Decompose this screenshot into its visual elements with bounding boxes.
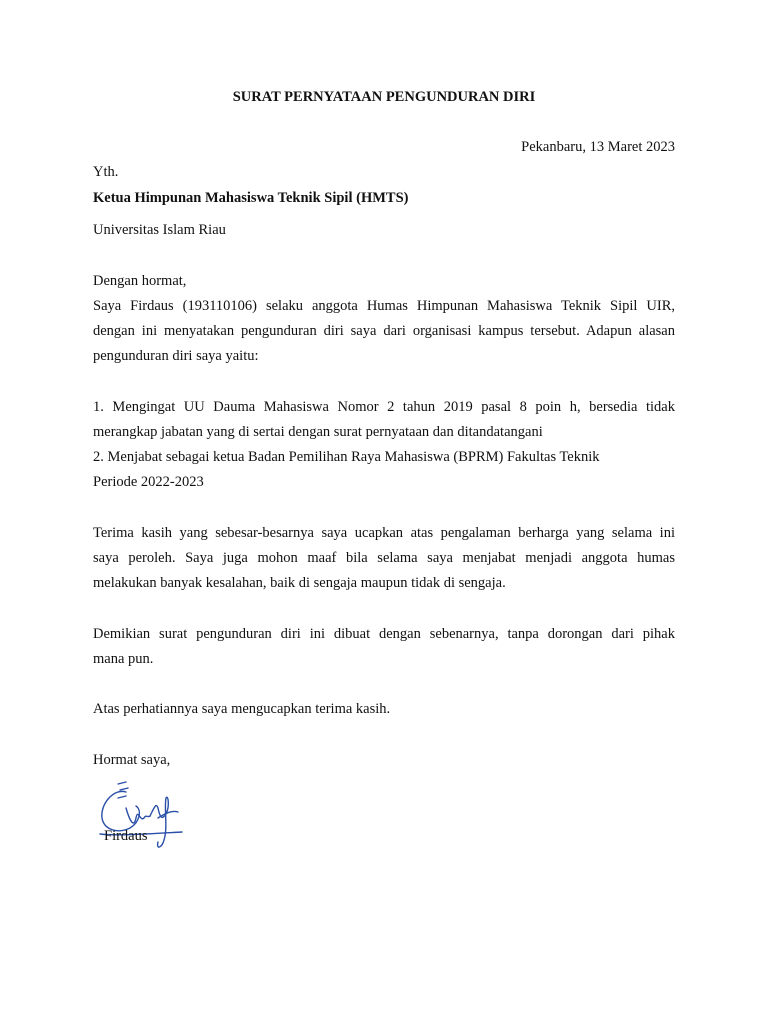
intro-line-1: Saya Firdaus (193110106) selaku anggota Humas Himpunan Mahasiswa Teknik Sipil UIR, bbox=[93, 298, 675, 314]
salutation: Dengan hormat, bbox=[93, 273, 187, 289]
thanks-line-1: Terima kasih yang sebesar-besarnya saya ucapkan atas pengalaman berharga yang selama ini bbox=[93, 525, 675, 541]
signoff-text: Hormat saya, bbox=[93, 752, 171, 768]
thanks-line-3: melakukan banyak kesalahan, baik di sengaja maupun tidak di sengaja. bbox=[93, 575, 506, 591]
recipient-name: Ketua Himpunan Mahasiswa Teknik Sipil (HMTS) bbox=[93, 190, 409, 206]
letter-title: SURAT PERNYATAAN PENGUNDURAN DIRI bbox=[232, 89, 536, 105]
reason-line-2: merangkap jabatan yang di sertai dengan surat pernyataan dan ditandatangani bbox=[93, 424, 543, 440]
recipient-institution: Universitas Islam Riau bbox=[93, 222, 226, 238]
signatory-name: Firdaus bbox=[104, 828, 148, 844]
intro-line-2: dengan ini menyatakan pengunduran diri saya dari organisasi kampus tersebut. Adapun alasan bbox=[93, 323, 675, 339]
handwritten-signature-icon bbox=[96, 778, 186, 858]
statement-line-2: mana pun. bbox=[93, 651, 154, 667]
recipient-greeting: Yth. bbox=[93, 164, 119, 180]
statement-line-1: Demikian surat pengunduran diri ini dibuat dengan sebenarnya, tanpa dorongan dari pihak bbox=[93, 626, 675, 642]
reason-line-3: 2. Menjabat sebagai ketua Badan Pemilihan Raya Mahasiswa (BPRM) Fakultas Teknik bbox=[93, 449, 600, 465]
reason-line-1: 1. Mengingat UU Dauma Mahasiswa Nomor 2 tahun 2019 pasal 8 poin h, bersedia tidak bbox=[93, 399, 675, 415]
letter-date: Pekanbaru, 13 Maret 2023 bbox=[521, 139, 675, 155]
thanks-line-2: saya peroleh. Saya juga mohon maaf bila selama saya menjabat menjadi anggota humas bbox=[93, 550, 675, 566]
reason-line-4: Periode 2022-2023 bbox=[93, 474, 204, 490]
intro-line-3: pengunduran diri saya yaitu: bbox=[93, 348, 259, 364]
closing-text: Atas perhatiannya saya mengucapkan terima kasih. bbox=[93, 701, 391, 717]
